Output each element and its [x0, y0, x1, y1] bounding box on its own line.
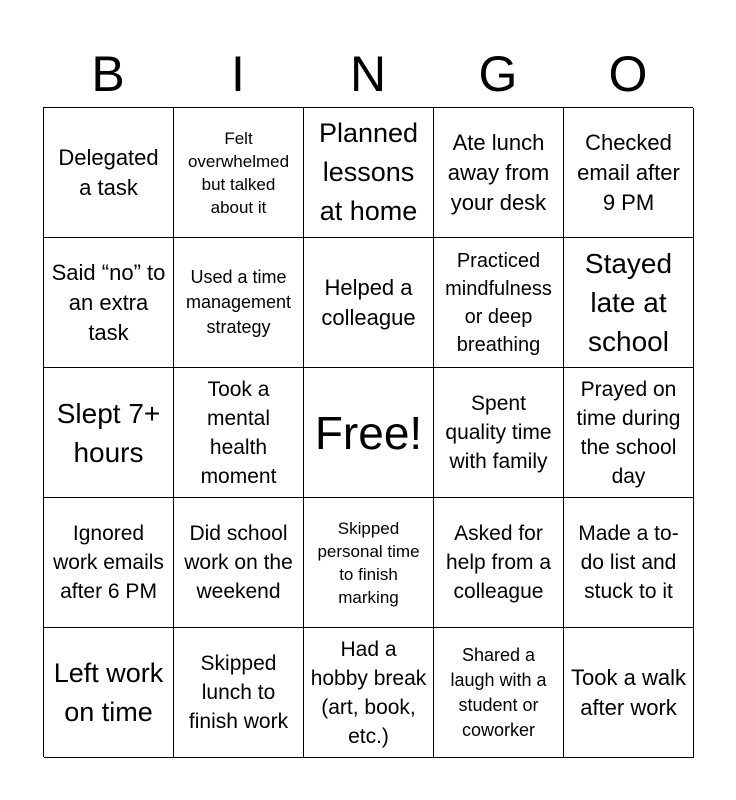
bingo-cell[interactable]: [44, 238, 174, 368]
cell-text: Felt overwhelmed but talked about it: [187, 128, 290, 217]
bingo-cell[interactable]: [434, 108, 564, 238]
bingo-grid: [43, 107, 693, 757]
bingo-cell[interactable]: [44, 108, 174, 238]
bingo-cell[interactable]: [44, 498, 174, 628]
bingo-cell[interactable]: [434, 628, 564, 758]
cell-text: Prayed on time during the school day: [576, 377, 681, 488]
bingo-cell[interactable]: [44, 368, 174, 498]
bingo-cell[interactable]: [564, 628, 694, 758]
bingo-cell[interactable]: [434, 238, 564, 368]
cell-text: Left work on time: [53, 657, 164, 727]
cell-text: Spent quality time with family: [445, 392, 552, 473]
bingo-cell[interactable]: [304, 238, 434, 368]
cell-text: Checked email after 9 PM: [577, 129, 680, 215]
cell-text: Ignored work emails after 6 PM: [53, 522, 164, 603]
cell-text: Took a mental health moment: [200, 377, 277, 488]
free-cell[interactable]: [304, 368, 434, 498]
cell-text: Had a hobby break (art, book, etc.): [310, 637, 427, 748]
bingo-cell[interactable]: [564, 238, 694, 368]
bingo-cell[interactable]: [174, 238, 304, 368]
cell-text: Took a walk after work: [571, 664, 686, 720]
cell-text: Planned lessons at home: [318, 118, 419, 226]
cell-text: Said “no” to an extra task: [51, 259, 166, 345]
cell-text: Shared a laugh with a student or coworker: [450, 644, 547, 740]
cell-text: Stayed late at school: [584, 248, 673, 357]
bingo-header: [43, 40, 693, 108]
bingo-cell[interactable]: [434, 368, 564, 498]
cell-text: Practiced mindfulness or deep breathing: [445, 249, 552, 356]
header-letter-b: B: [91, 46, 125, 102]
bingo-cell[interactable]: [174, 498, 304, 628]
header-letter-g: G: [478, 46, 518, 102]
bingo-cell[interactable]: [174, 368, 304, 498]
cell-text: Slept 7+ hours: [56, 397, 161, 468]
header-letter-i: I: [231, 46, 245, 102]
cell-text: Helped a colleague: [321, 274, 416, 330]
bingo-cell[interactable]: [304, 108, 434, 238]
cell-text: Delegated a task: [58, 144, 159, 200]
cell-text: Skipped lunch to finish work: [188, 652, 289, 733]
cell-text: Did school work on the weekend: [184, 522, 293, 603]
bingo-cell[interactable]: [304, 628, 434, 758]
header-letter-n: N: [349, 46, 387, 102]
cell-text: Used a time management strategy: [185, 267, 292, 337]
bingo-cell[interactable]: [564, 498, 694, 628]
bingo-cell[interactable]: [304, 498, 434, 628]
cell-text: Ate lunch away from your desk: [447, 129, 550, 215]
bingo-cell[interactable]: [564, 368, 694, 498]
bingo-cell[interactable]: [44, 628, 174, 758]
cell-text: Made a to-do list and stuck to it: [578, 522, 679, 603]
bingo-cell[interactable]: [434, 498, 564, 628]
cell-text: Asked for help from a colleague: [445, 522, 552, 603]
header-letter-o: O: [608, 46, 648, 102]
cell-text: Skipped personal time to finish marking: [317, 518, 420, 607]
bingo-cell[interactable]: [174, 108, 304, 238]
free-text: Free!: [314, 406, 423, 459]
bingo-cell[interactable]: [564, 108, 694, 238]
bingo-cell[interactable]: [174, 628, 304, 758]
